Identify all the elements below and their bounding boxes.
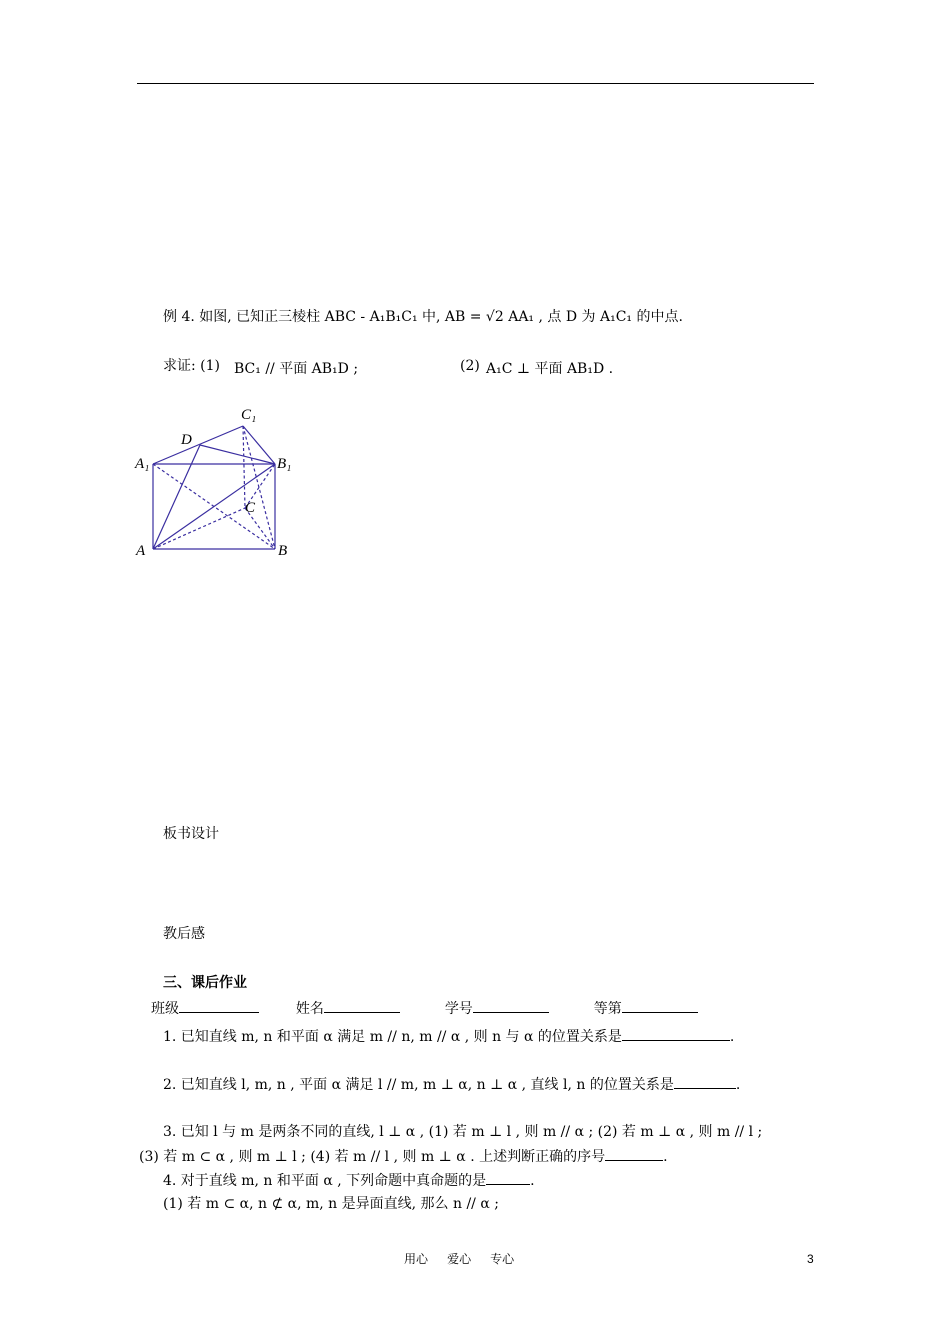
edge-c1b1 (243, 426, 275, 464)
name-label: 姓名 (295, 1001, 324, 1017)
problem-2-blank (674, 1074, 736, 1089)
info-row (151, 998, 698, 1019)
header-rule (137, 83, 814, 84)
problem-4: 4. 对于直线 m, n 和平面 α , 下列命题中真命题的是 . (163, 1170, 535, 1191)
proof-item-2-label: (2) (460, 358, 480, 374)
board-design-heading: 板书设计 (163, 826, 219, 842)
proof-item-2: A₁C ⊥ 平面 AB₁D . (486, 361, 614, 377)
grade-blank (622, 998, 698, 1013)
section3-heading: 三、课后作业 (163, 975, 247, 991)
label-b: B (278, 543, 288, 559)
problem-1-blank (622, 1026, 730, 1041)
problem-3-text: (3) 若 m ⊂ α , 则 m ⊥ l ; (4) 若 m // l , 则 m ⊥ α . 上述判断正确的序号 (139, 1149, 606, 1165)
footer-motto: 用心 爱心 专心 (404, 1252, 515, 1266)
label-c: C (245, 500, 256, 516)
problem-3-blank (605, 1146, 663, 1161)
problem-1-text: 1. 已知直线 m, n 和平面 α 满足 m // n, m // α , 则 n 与 α 的位置关系是 (163, 1029, 622, 1045)
grade-label: 等第 (593, 1001, 622, 1017)
problem-2-text: 2. 已知直线 l, m, n , 平面 α 满足 l // m, m ⊥ α, n ⊥ α , 直线 l, n 的位置关系是 (163, 1077, 674, 1093)
edge-ac-hidden (153, 508, 245, 549)
name-blank (324, 998, 400, 1013)
edge-a1c1 (153, 426, 243, 464)
proof-item-1: BC₁ // 平面 AB₁D ; (234, 361, 359, 377)
number-blank (473, 998, 549, 1013)
problem-4-option-1: (1) 若 m ⊂ α, n ⊄ α, m, n 是异面直线, 那么 n // α ; (163, 1196, 499, 1212)
proof-label: 求证: (1) (163, 358, 220, 374)
example4-statement: 例 4. 如图, 已知正三棱柱 ABC - A₁B₁C₁ 中, AB = √2 AA₁ , 点 D 为 A₁C₁ 的中点. (163, 309, 683, 325)
prism-figure (130, 400, 300, 565)
reflection-heading: 教后感 (163, 926, 205, 942)
problem-3-line1: 3. 已知 l 与 m 是两条不同的直线, l ⊥ α , (1) 若 m ⊥ l , 则 m // α ; (2) 若 m ⊥ α , 则 m // l ; (163, 1124, 763, 1140)
label-a1: A₁ (135, 456, 150, 472)
problem-3-line2: (3) 若 m ⊂ α , 则 m ⊥ l ; (4) 若 m // l , 则 m ⊥ α . 上述判断正确的序号 . (139, 1146, 668, 1167)
label-d: D (181, 432, 192, 448)
page-number: 3 (807, 1252, 814, 1266)
problem-2: 2. 已知直线 l, m, n , 平面 α 满足 l // m, m ⊥ α, n ⊥ α , 直线 l, n 的位置关系是 . (163, 1074, 740, 1095)
number-label: 学号 (444, 1001, 473, 1017)
label-a: A (136, 543, 146, 559)
problem-1: 1. 已知直线 m, n 和平面 α 满足 m // n, m // α , 则 n 与 α 的位置关系是 . (163, 1026, 734, 1047)
edge-cc1-hidden (243, 426, 245, 508)
label-c1: C₁ (241, 407, 257, 423)
segment-db1 (200, 445, 275, 464)
problem-4-text: 4. 对于直线 m, n 和平面 α , 下列命题中真命题的是 (163, 1173, 487, 1189)
problem-4-blank (486, 1170, 530, 1185)
class-blank (179, 998, 259, 1013)
label-b1: B₁ (277, 456, 292, 472)
class-label: 班级 (151, 1001, 179, 1017)
